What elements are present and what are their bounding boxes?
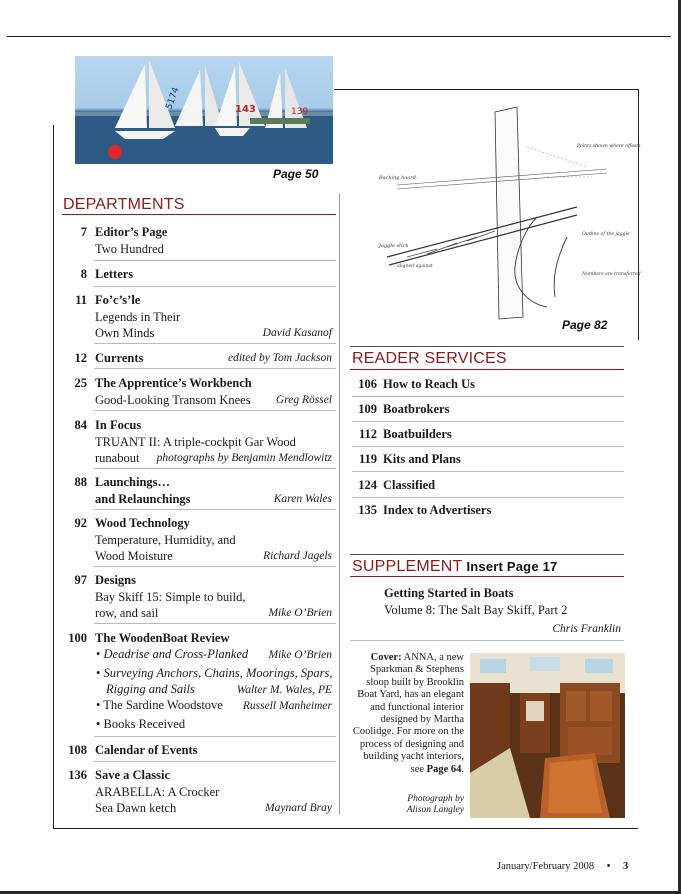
reader-service-item	[351, 427, 452, 442]
page-footer	[497, 861, 628, 872]
dept-separator	[94, 623, 336, 624]
drawing-label-jaggle: Jaggle stick	[379, 243, 409, 249]
drawing-caption: Page 82	[562, 318, 608, 332]
supplement-top-rule	[350, 554, 624, 555]
reader-service-separator	[352, 421, 624, 422]
dept-separator	[94, 260, 336, 261]
reader-service-page: 119	[358, 452, 377, 466]
dept-page-number: 88	[74, 475, 87, 489]
supplement-author: Chris Franklin	[552, 623, 621, 635]
reader-service-page: 106	[358, 377, 377, 391]
dept-separator	[94, 468, 336, 469]
review-item-title: Surveying Anchors, Chains, Moorings, Spars,	[103, 666, 333, 680]
reader-service-title: Kits and Plans	[383, 452, 461, 466]
reader-service-item	[351, 452, 461, 467]
bullet-icon: •	[96, 717, 104, 731]
dept-subtitle-line: runabout	[95, 451, 140, 465]
dept-title: In Focus	[95, 418, 142, 432]
cover-text-end: .	[461, 763, 464, 775]
dept-subtitle-line: Sea Dawn ketch	[95, 801, 177, 815]
page-number: 3	[623, 861, 629, 872]
reader-services-heading-rule	[350, 369, 624, 370]
dept-title: Save a Classic	[95, 768, 170, 782]
frame-top-rule	[334, 89, 639, 90]
departments-heading-rule	[62, 214, 336, 215]
dept-title: The Apprentice’s Workbench	[95, 376, 252, 390]
cover-description	[350, 652, 464, 776]
dept-author: photographs by Benjamin Mendlowitz	[156, 452, 332, 464]
dept-separator	[94, 410, 336, 411]
reader-service-title: Boatbuilders	[383, 427, 452, 441]
dept-subtitle-line: Wood Moisture	[95, 549, 173, 563]
dept-subtitle-line: Temperature, Humidity, and	[95, 533, 236, 547]
dept-author: Mike O’Brien	[268, 607, 332, 619]
supplement-heading	[352, 558, 557, 576]
sailboat-illustration	[75, 56, 333, 164]
reader-service-page: 112	[358, 427, 377, 441]
dept-page-number: 8	[80, 267, 87, 281]
reader-services-heading: READER SERVICES	[352, 350, 507, 367]
frame-bottom-rule	[53, 828, 638, 829]
dept-page-number: 136	[68, 768, 87, 782]
supplement-article-subtitle: Volume 8: The Salt Bay Skiff, Part 2	[384, 603, 568, 617]
drawing-label-backing: Backing board	[379, 175, 416, 181]
dept-page-number: 84	[74, 418, 87, 432]
review-item	[96, 698, 223, 713]
dept-author: Richard Jagels	[263, 550, 332, 562]
reader-service-item	[351, 377, 475, 392]
dept-separator	[94, 761, 336, 762]
top-rule	[7, 36, 671, 37]
dept-page-number: 12	[74, 351, 87, 365]
dept-separator	[94, 343, 336, 344]
dept-subtitle-line: Bay Skiff 15: Simple to build,	[95, 590, 246, 604]
dept-subtitle-line: Two Hundred	[95, 242, 164, 256]
reader-service-title: Classified	[383, 478, 436, 492]
reader-service-page: 109	[358, 402, 377, 416]
svg-text:143: 143	[235, 104, 256, 115]
supplement-title: SUPPLEMENT	[352, 558, 463, 575]
reader-service-separator	[352, 497, 624, 498]
dept-page-number: 11	[75, 293, 87, 307]
yacht-interior-illustration	[470, 653, 625, 818]
drawing-label-numbers: Numbers are transferred	[582, 272, 641, 277]
dept-author: edited by Tom Jackson	[227, 352, 332, 364]
dept-subtitle-line: Own Minds	[95, 326, 155, 340]
dept-subtitle-line: Good-Looking Transom Knees	[95, 393, 251, 407]
reader-services-top-rule	[350, 346, 624, 347]
sailboat-race-photo	[75, 56, 333, 164]
review-item	[96, 717, 185, 732]
issue-date: January/February 2008	[497, 861, 595, 872]
dept-separator	[94, 509, 336, 510]
drawing-label-outline: Outline of the jaggle	[582, 232, 630, 237]
column-divider	[339, 193, 340, 815]
dept-author: Maynard Bray	[265, 802, 332, 814]
dept-title: Wood Technology	[95, 516, 190, 530]
review-author: Russell Manheimer	[242, 700, 332, 712]
dept-title: The WoodenBoat Review	[95, 631, 230, 645]
dept-author: Karen Wales	[273, 493, 332, 505]
drawing-label-points: Points shown where offsets	[577, 144, 641, 149]
reader-service-separator	[352, 471, 624, 472]
dept-title: Launchings…	[95, 475, 171, 489]
dept-page-number: 92	[74, 516, 87, 530]
review-item-title: The Sardine Woodstove	[103, 698, 223, 712]
jaggle-stick-drawing	[377, 107, 641, 319]
supplement-bottom-rule	[350, 640, 624, 641]
svg-text:5174: 5174	[164, 86, 182, 112]
reader-service-title: Boatbrokers	[383, 402, 450, 416]
dept-subtitle-line: ARABELLA: A Crocker	[95, 785, 220, 799]
dept-title: Designs	[95, 573, 136, 587]
bullet-icon: •	[96, 647, 104, 661]
dept-page-number: 25	[74, 376, 87, 390]
review-item-title: Books Received	[103, 717, 186, 731]
frame-right-rule	[638, 89, 639, 340]
reader-service-separator	[352, 446, 624, 447]
reader-service-page: 135	[358, 503, 377, 517]
yacht-interior-photo	[470, 653, 625, 818]
cover-text: ANNA, a new Sparkman & Stephens sloop built by Brooklin Boat Yard, has an elegant and functional interior designed by Martha Coolidge. For more on the process of designing and building yacht interiors, see	[352, 652, 464, 775]
supplement-insert-page: Insert Page 17	[466, 559, 558, 574]
review-author: Mike O’Brien	[268, 649, 332, 661]
reader-service-title: Index to Advertisers	[383, 503, 492, 517]
cover-label: Cover:	[370, 652, 402, 663]
review-item-title: Deadrise and Cross-Planked	[103, 647, 249, 661]
supplement-heading-rule	[350, 576, 624, 577]
dept-title: Currents	[95, 351, 144, 365]
dept-title: Editor’s Page	[95, 225, 168, 239]
dept-separator	[94, 368, 336, 369]
photo-credit: Photograph by Alison Langley	[406, 794, 464, 815]
bullet-icon: •	[96, 698, 104, 712]
dept-title: Letters	[95, 267, 134, 281]
svg-text:139: 139	[291, 107, 309, 117]
bullet-icon: •	[96, 666, 104, 680]
review-author: Walter M. Wales, PE	[236, 684, 332, 696]
reader-service-title: How to Reach Us	[383, 377, 476, 391]
cover-page-ref: Page 64	[426, 763, 462, 775]
footer-bullet: •	[606, 861, 611, 872]
reader-service-separator	[352, 396, 624, 397]
review-item	[96, 666, 332, 681]
top-photo-caption: Page 50	[273, 167, 319, 181]
review-item	[96, 647, 248, 662]
dept-page-number: 97	[74, 573, 87, 587]
dept-separator	[94, 566, 336, 567]
dept-subtitle-line: row, and sail	[95, 606, 159, 620]
dept-subtitle-line: TRUANT II: A triple-cockpit Gar Wood	[95, 435, 296, 449]
reader-service-item	[351, 402, 449, 417]
dept-separator	[94, 286, 336, 287]
reader-service-page: 124	[358, 478, 377, 492]
dept-subtitle-line: Legends in Their	[95, 310, 181, 324]
reader-service-item	[351, 478, 435, 493]
dept-author: David Kasanof	[262, 327, 332, 339]
drawing-label-aligned: aligned against	[397, 264, 433, 269]
review-item-continued: Rigging and Sails	[106, 682, 195, 696]
reader-service-item	[351, 503, 491, 518]
departments-heading: DEPARTMENTS	[63, 196, 185, 213]
frame-left-rule	[53, 125, 54, 828]
dept-page-number: 100	[68, 631, 87, 645]
dept-title: Calendar of Events	[95, 743, 198, 757]
dept-author: Greg Rössel	[275, 394, 332, 406]
dept-title: Fo’c’s’le	[95, 293, 141, 307]
dept-page-number: 108	[68, 743, 87, 757]
supplement-article-title: Getting Started in Boats	[384, 586, 514, 600]
dept-separator	[94, 736, 336, 737]
dept-page-number: 7	[80, 225, 87, 239]
dept-title-continued: and Relaunchings	[95, 492, 191, 506]
